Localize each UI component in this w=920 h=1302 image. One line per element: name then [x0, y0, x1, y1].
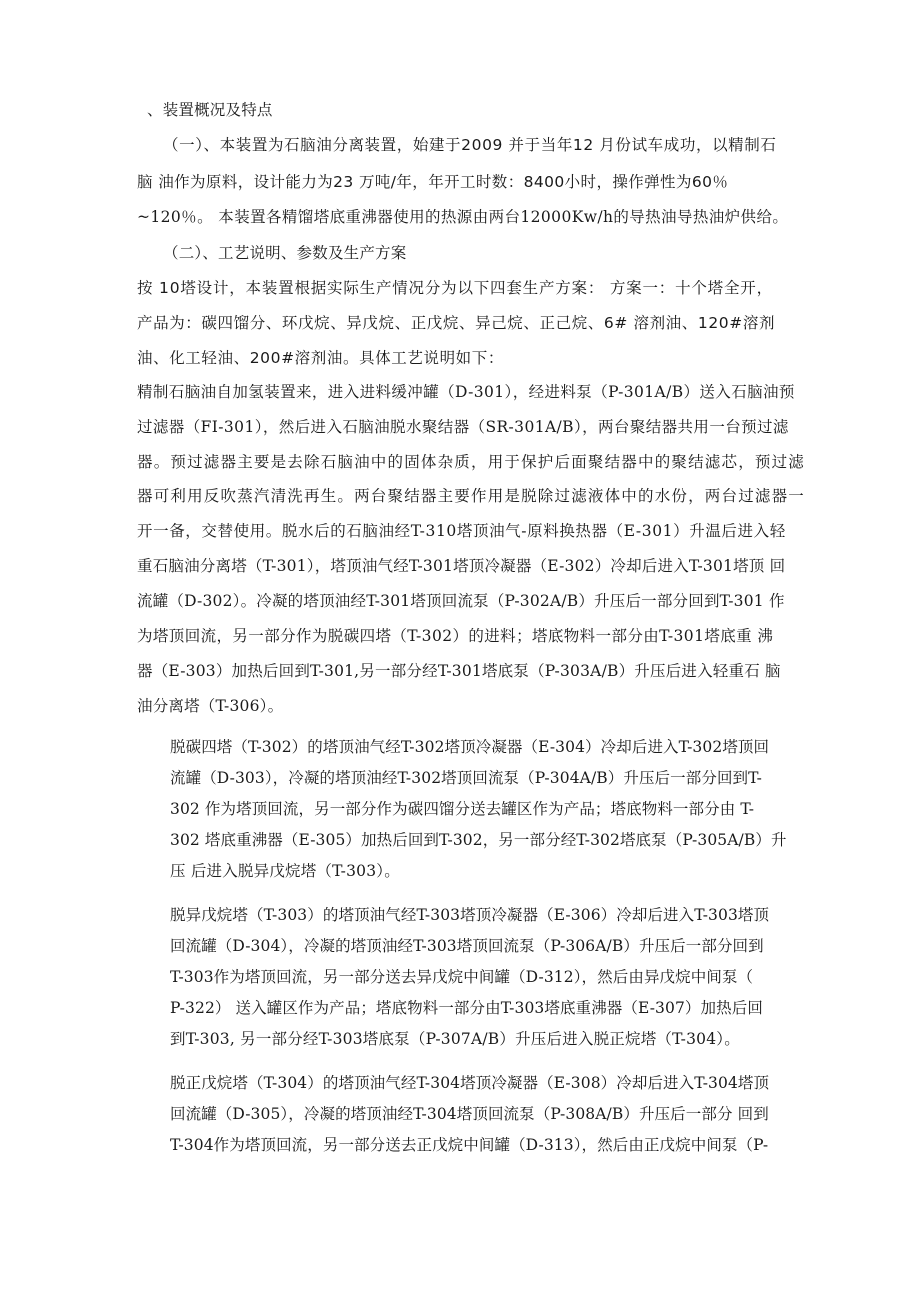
paragraph-line: 脑 油作为原料，设计能力为23 万吨/年，年开工时数：8400小时，操作弹性为60％	[137, 173, 729, 191]
paragraph-line: 脱正戊烷塔（T-304）的塔顶油气经T-304塔顶冷凝器（E-308）冷却后进入T-304塔顶	[170, 1074, 770, 1092]
paragraph-line: 压 后进入脱异戊烷塔（T-303）。	[170, 862, 400, 880]
paragraph-line: 脱异戊烷塔（T-303）的塔顶油气经T-303塔顶冷凝器（E-306）冷却后进入T-303塔顶	[170, 906, 770, 924]
paragraph-line: 油、化工轻油、200#溶剂油。具体工艺说明如下：	[137, 349, 504, 367]
paragraph-line: 过滤器（FI-301），然后进入石脑油脱水聚结器（SR-301A/B），两台聚结器共用一台预过滤	[137, 418, 789, 436]
paragraph-line: 精制石脑油自加氢装置来，进入进料缓冲罐（D-301），经进料泵（P-301A/B）送入石脑油预	[137, 383, 795, 401]
paragraph-line: 回流罐（D-305），冷凝的塔顶油经T-304塔顶回流泵（P-308A/B）升压后一部分 回到	[170, 1105, 769, 1123]
paragraph-line: 按 10塔设计，本装置根据实际生产情况分为以下四套生产方案： 方案一：十个塔全开，	[137, 279, 773, 297]
paragraph-line: 器可利用反吹蒸汽清洗再生。两台聚结器主要作用是脱除过滤液体中的水份，两台过滤器一	[137, 487, 806, 505]
paragraph-line: 到T-303, 另一部分经T-303塔底泵（P-307A/B）升压后进入脱正烷塔（T-304）。	[170, 1030, 740, 1048]
paragraph-line: 重石脑油分离塔（T-301），塔顶油气经T-301塔顶冷凝器（E-302）冷却后进入T-301塔顶 回	[137, 557, 786, 575]
paragraph-line: ~120％。 本装置各精馏塔底重沸器使用的热源由两台12000Kw/h的导热油导热油炉供给。	[137, 208, 789, 226]
paragraph-line: 回流罐（D-304），冷凝的塔顶油经T-303塔顶回流泵（P-306A/B）升压后一部分回到	[170, 937, 764, 955]
paragraph-line: 产品为：碳四馏分、环戊烷、异戊烷、正戊烷、异己烷、正己烷、6# 溶剂油、120#溶剂	[137, 314, 776, 332]
paragraph-line: 开一备，交替使用。脱水后的石脑油经T-310塔顶油气-原料换热器（E-301）升温后进入轻	[137, 522, 786, 540]
section-heading-2: （二）、工艺说明、参数及生产方案	[163, 244, 407, 262]
paragraph-line: 流罐（D-303），冷凝的塔顶油经T-302塔顶回流泵（P-304A/B）升压后一部分回到T-	[170, 769, 762, 787]
paragraph-line: T-304作为塔顶回流，另一部分送去正戊烷中间罐（D-313），然后由正戊烷中间泵（P-	[170, 1136, 769, 1154]
paragraph-line: 流罐（D-302）。冷凝的塔顶油经T-301塔顶回流泵（P-302A/B）升压后一部分回到T-301 作	[137, 592, 785, 610]
paragraph-line: P-322） 送入罐区作为产品；塔底物料一部分由T-303塔底重沸器（E-307）加热后回	[170, 999, 763, 1017]
paragraph-line: 为塔顶回流，另一部分作为脱碳四塔（T-302）的进料；塔底物料一部分由T-301塔底重 沸	[137, 627, 774, 645]
paragraph-line: 器。预过滤器主要是去除石脑油中的固体杂质，用于保护后面聚结器中的聚结滤芯，预过滤	[137, 453, 806, 471]
paragraph-line: 302 作为塔顶回流，另一部分作为碳四馏分送去罐区作为产品；塔底物料一部分由 T-	[170, 800, 755, 818]
paragraph-line: （一）、本装置为石脑油分离装置，始建于2009 并于当年12 月份试车成功，以精制石	[163, 136, 777, 154]
paragraph-line: 器（E-303）加热后回到T-301,另一部分经T-301塔底泵（P-303A/B）升压后进入轻重石 脑	[137, 662, 781, 680]
paragraph-line: 302 塔底重沸器（E-305）加热后回到T-302，另一部分经T-302塔底泵（P-305A/B）升	[170, 831, 787, 849]
paragraph-line: 脱碳四塔（T-302）的塔顶油气经T-302塔顶冷凝器（E-304）冷却后进入T-302塔顶回	[170, 738, 770, 756]
section-heading-1: 、装置概况及特点	[147, 101, 273, 119]
paragraph-line: T-303作为塔顶回流，另一部分送去异戊烷中间罐（D-312），然后由异戊烷中间泵（	[170, 968, 754, 986]
paragraph-line: 油分离塔（T-306）。	[137, 697, 284, 715]
